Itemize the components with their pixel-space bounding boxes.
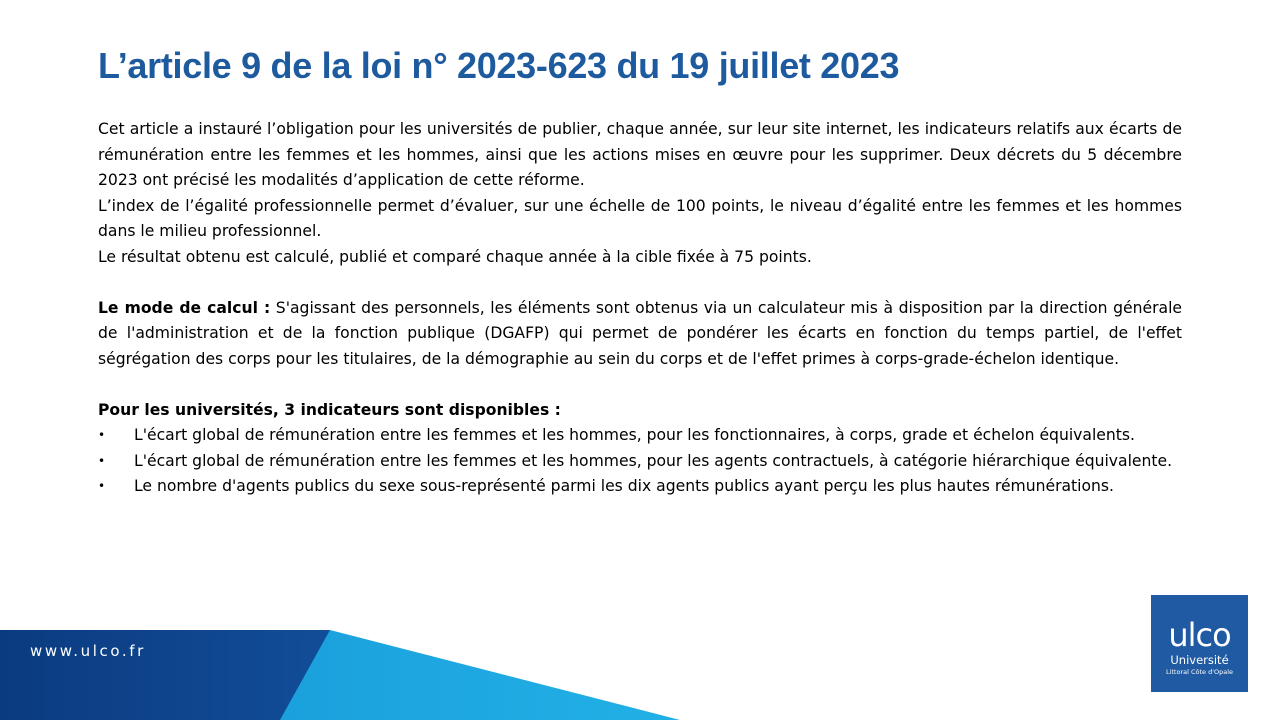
- list-item: [98, 449, 1182, 475]
- slide-content: [98, 117, 1182, 500]
- footer-shapes-icon: [0, 600, 1280, 720]
- spacer: [98, 270, 1182, 296]
- calcul-paragraph: [98, 296, 1182, 373]
- bullet-icon: •: [98, 479, 106, 493]
- indicators-list: [98, 423, 1182, 500]
- spacer: [98, 372, 1182, 398]
- logo-subtitle: Littoral Côte d'Opale: [1165, 668, 1234, 676]
- bullet-icon: •: [98, 428, 106, 442]
- indicators-heading: Pour les universités, 3 indicateurs sont disponibles :: [98, 400, 561, 419]
- calcul-text: S'agissant des personnels, les éléments sont obtenus via un calculateur mis à disposition par la direction générale de l'administration et de la fonction publique (DGAFP) qui permet de pondérer les écarts en fonction du temps partiel, de l'effet ségrégation des corps pour les titulaires, de la démographie au sein du corps et de l'effet primes à corps-grade-échelon identique.: [98, 298, 1182, 368]
- footer-url: www.ulco.fr: [30, 642, 146, 660]
- footer-banner: [0, 600, 1280, 720]
- list-item-text: L'écart global de rémunération entre les femmes et les hommes, pour les fonctionnaires, à corps, grade et échelon équivalents.: [134, 426, 1135, 444]
- ulco-logo: [1151, 595, 1248, 692]
- intro-paragraph-3: Le résultat obtenu est calculé, publié et comparé chaque année à la cible fixée à 75 points.: [98, 247, 812, 266]
- calcul-label: Le mode de calcul :: [98, 298, 271, 317]
- intro-paragraph-2: L’index de l’égalité professionnelle permet d’évaluer, sur une échelle de 100 points, le niveau d’égalité entre les femmes et les hommes dans le milieu professionnel.: [98, 196, 1182, 240]
- slide-title: L’article 9 de la loi n° 2023-623 du 19 juillet 2023: [98, 45, 900, 86]
- list-item: [98, 423, 1182, 449]
- logo-university: Université: [1170, 653, 1229, 667]
- bullet-icon: •: [98, 453, 106, 468]
- list-item: [98, 474, 1182, 500]
- list-item-text: Le nombre d'agents publics du sexe sous-représenté parmi les dix agents publics ayant perçu les plus hautes rémunérations.: [134, 477, 1115, 495]
- logo-wordmark: ulco: [1168, 616, 1231, 654]
- list-item-text: L'écart global de rémunération entre les femmes et les hommes, pour les agents contractuels, à catégorie hiérarchique équivalente.: [134, 451, 1173, 470]
- intro-paragraph-1: Cet article a instauré l’obligation pour les universités de publier, chaque année, sur leur site internet, les indicateurs relatifs aux écarts de rémunération entre les femmes et les hommes, ainsi que les actions mises en œuvre pour les supprimer. Deux décrets du 5 décembre 2023 ont précisé les modalités d’application de cette réforme.: [98, 120, 1182, 189]
